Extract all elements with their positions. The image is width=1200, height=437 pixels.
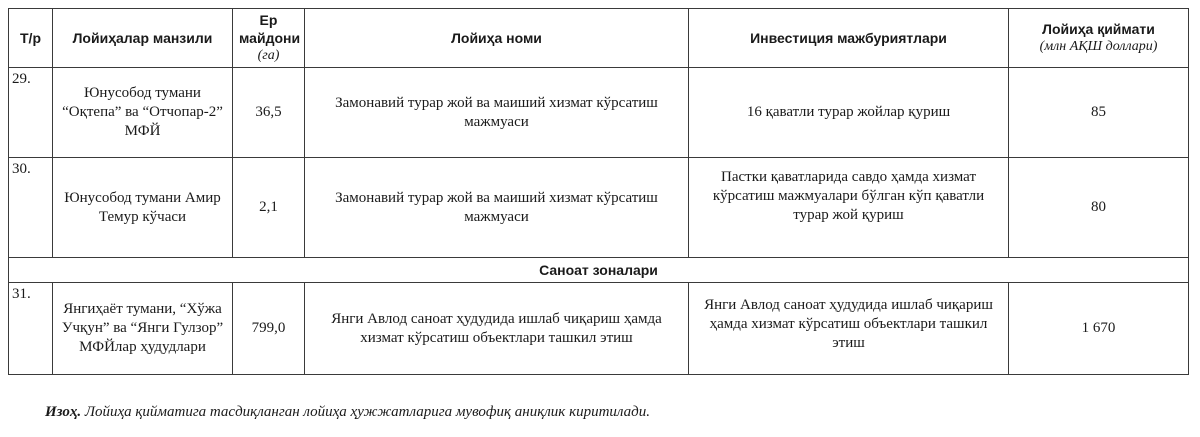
row-number: 30. <box>9 158 53 258</box>
header-name: Лойиҳа номи <box>305 9 689 68</box>
header-address: Лойиҳалар манзили <box>53 9 233 68</box>
investment-commitment-text: Янги Авлод саноат ҳудудида ишлаб чиқариш ҳамда хизмат кўрсатиш объектлари ташкил этиш <box>704 297 993 351</box>
project-address: Юнусобод тумани “Оқтепа” ва “Отчопар-2” МФЙ <box>53 68 233 158</box>
header-cost-unit: (млн АҚШ доллари) <box>1039 39 1158 54</box>
investment-commitment <box>689 158 1009 258</box>
row-number: 29. <box>9 68 53 158</box>
header-investment: Инвестиция мажбуриятлари <box>689 9 1009 68</box>
table-header-row <box>9 9 1189 68</box>
section-title: Саноат зоналари <box>9 258 1189 283</box>
investment-commitment: 16 қаватли турар жойлар қуриш <box>689 68 1009 158</box>
header-area-title: Ер майдони <box>239 12 301 46</box>
project-name: Янги Авлод саноат ҳудудида ишлаб чиқариш ҳамда хизмат кўрсатиш объектлари ташкил этиш <box>305 283 689 375</box>
table-row <box>9 68 1189 158</box>
project-address: Юнусобод тумани Амир Темур кўчаси <box>53 158 233 258</box>
land-area: 36,5 <box>233 68 305 158</box>
project-name: Замонавий турар жой ва маиший хизмат кўрсатиш мажмуаси <box>305 158 689 258</box>
header-cost <box>1009 9 1189 68</box>
project-cost: 80 <box>1009 158 1189 258</box>
header-area <box>233 9 305 68</box>
row-number: 31. <box>9 283 53 375</box>
footnote-text: Лойиҳа қийматига тасдиқланган лойиҳа ҳужжатларига мувофиқ аниқлик киритилади. <box>81 404 650 420</box>
land-area: 2,1 <box>233 158 305 258</box>
projects-table <box>8 8 1189 375</box>
investment-commitment <box>689 283 1009 375</box>
section-header-row <box>9 258 1189 283</box>
table-row <box>9 283 1189 375</box>
footnote-label: Изоҳ. <box>45 404 82 420</box>
header-num: Т/р <box>9 9 53 68</box>
project-name: Замонавий турар жой ва маиший хизмат кўрсатиш мажмуаси <box>305 68 689 158</box>
project-cost: 1 670 <box>1009 283 1189 375</box>
project-cost: 85 <box>1009 68 1189 158</box>
footnote <box>45 404 650 421</box>
table-row <box>9 158 1189 258</box>
investment-commitment-text: Пастки қаватларида савдо ҳамда хизмат кўрсатиш мажмуалари бўлган кўп қаватли турар жой қуриш <box>712 169 985 223</box>
project-address: Янгиҳаёт тумани, “Хўжа Учқун” ва “Янги Гулзор” МФЙлар ҳудудлари <box>53 283 233 375</box>
header-area-unit: (га) <box>257 48 280 63</box>
header-cost-title: Лойиҳа қиймати <box>1042 21 1155 37</box>
land-area: 799,0 <box>233 283 305 375</box>
